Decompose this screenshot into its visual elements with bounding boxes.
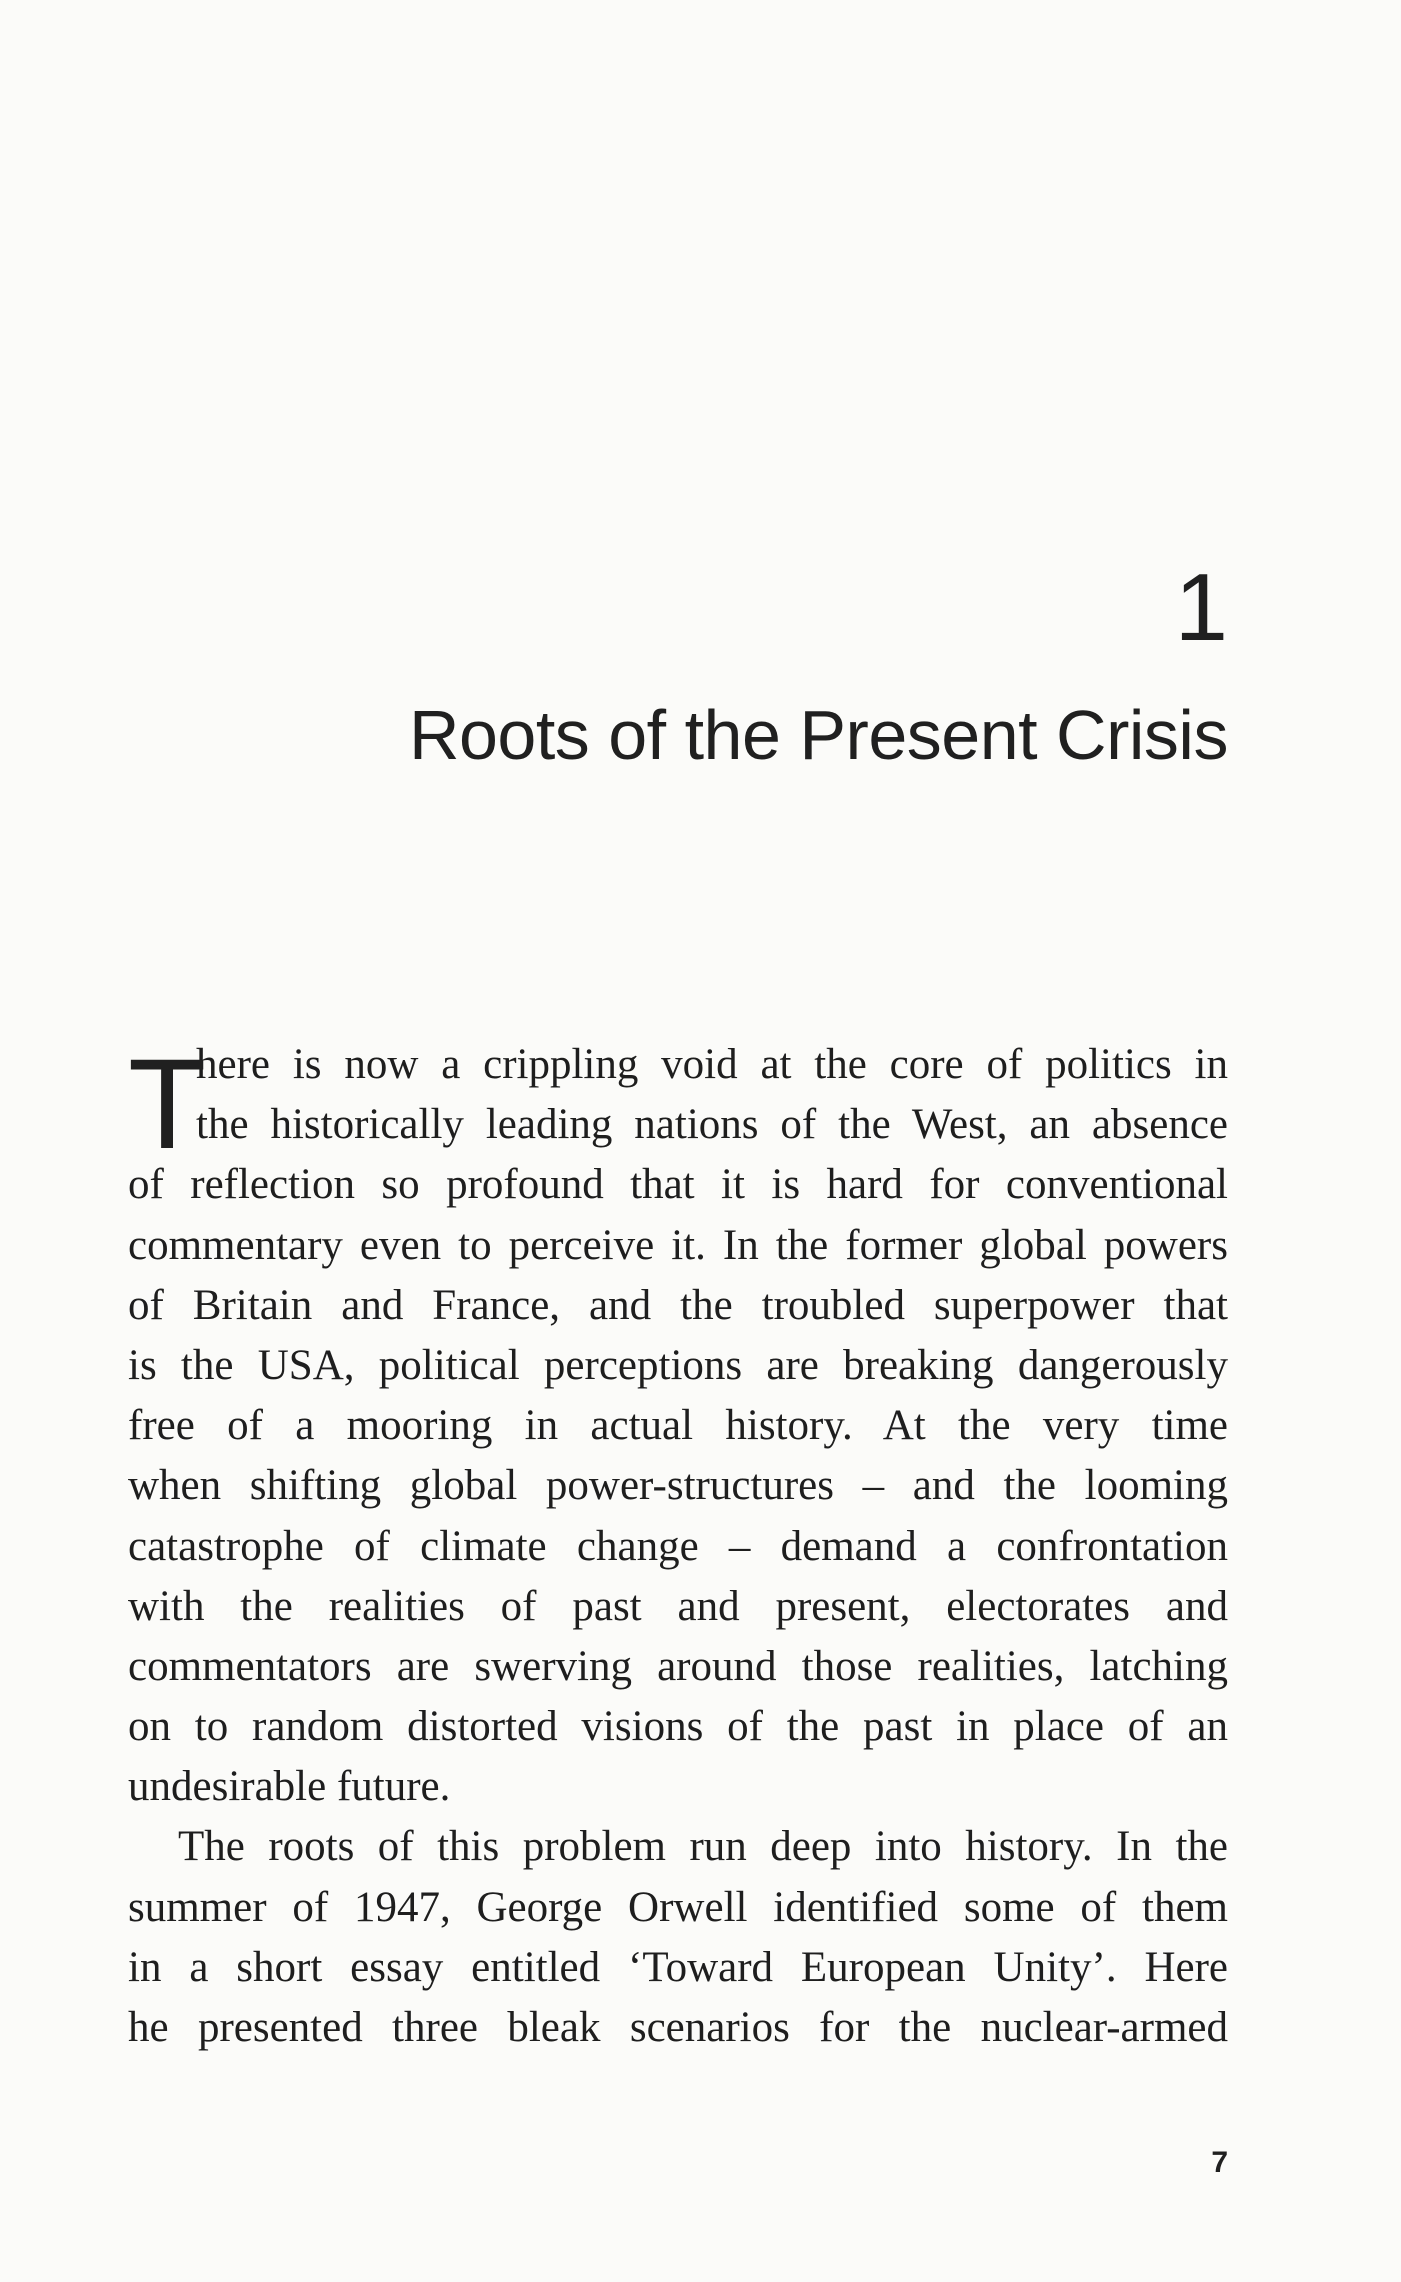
text-line: The roots of this problem run deep into history. In the [178,1823,1228,1871]
text-line: free of a mooring in actual history. At the very time [128,1402,1228,1450]
text-line: catastrophe of climate change – demand a confrontation [128,1522,1228,1570]
text-line: here is now a crippling void at the core of politics in [196,1041,1228,1088]
text-line: is the USA, political perceptions are breaking dangerously [128,1341,1228,1389]
chapter-title: Roots of the Present Crisis [408,696,1228,774]
text-line: when shifting global power-structures – and the looming [128,1462,1228,1510]
text-line: of reflection so profound that it is hard for conventional [128,1161,1228,1209]
text-line: undesirable future. [128,1763,451,1811]
body-text [128,1035,1228,2058]
text-line: of Britain and France, and the troubled superpower that [128,1281,1228,1329]
text-line: on to random distorted visions of the past in place of an [128,1703,1228,1751]
text-line: the historically leading nations of the West, an absence [196,1101,1228,1149]
text-line: commentary even to perceive it. In the former global powers [128,1221,1228,1269]
text-line: commentators are swerving around those realities, latching [128,1642,1228,1690]
text-line: with the realities of past and present, electorates and [128,1582,1228,1630]
text-line: in a short essay entitled ‘Toward European Unity’. Here [128,1943,1228,1991]
paragraph-1 [128,1035,1228,1817]
text-line: he presented three bleak scenarios for the nuclear-armed [128,2004,1228,2051]
drop-cap: T [128,1033,207,1176]
chapter-number: 1 [1174,554,1228,661]
text-line: summer of 1947, George Orwell identified some of them [128,1883,1228,1931]
page-number: 7 [1211,2146,1228,2179]
paragraph-2 [128,1817,1228,2058]
